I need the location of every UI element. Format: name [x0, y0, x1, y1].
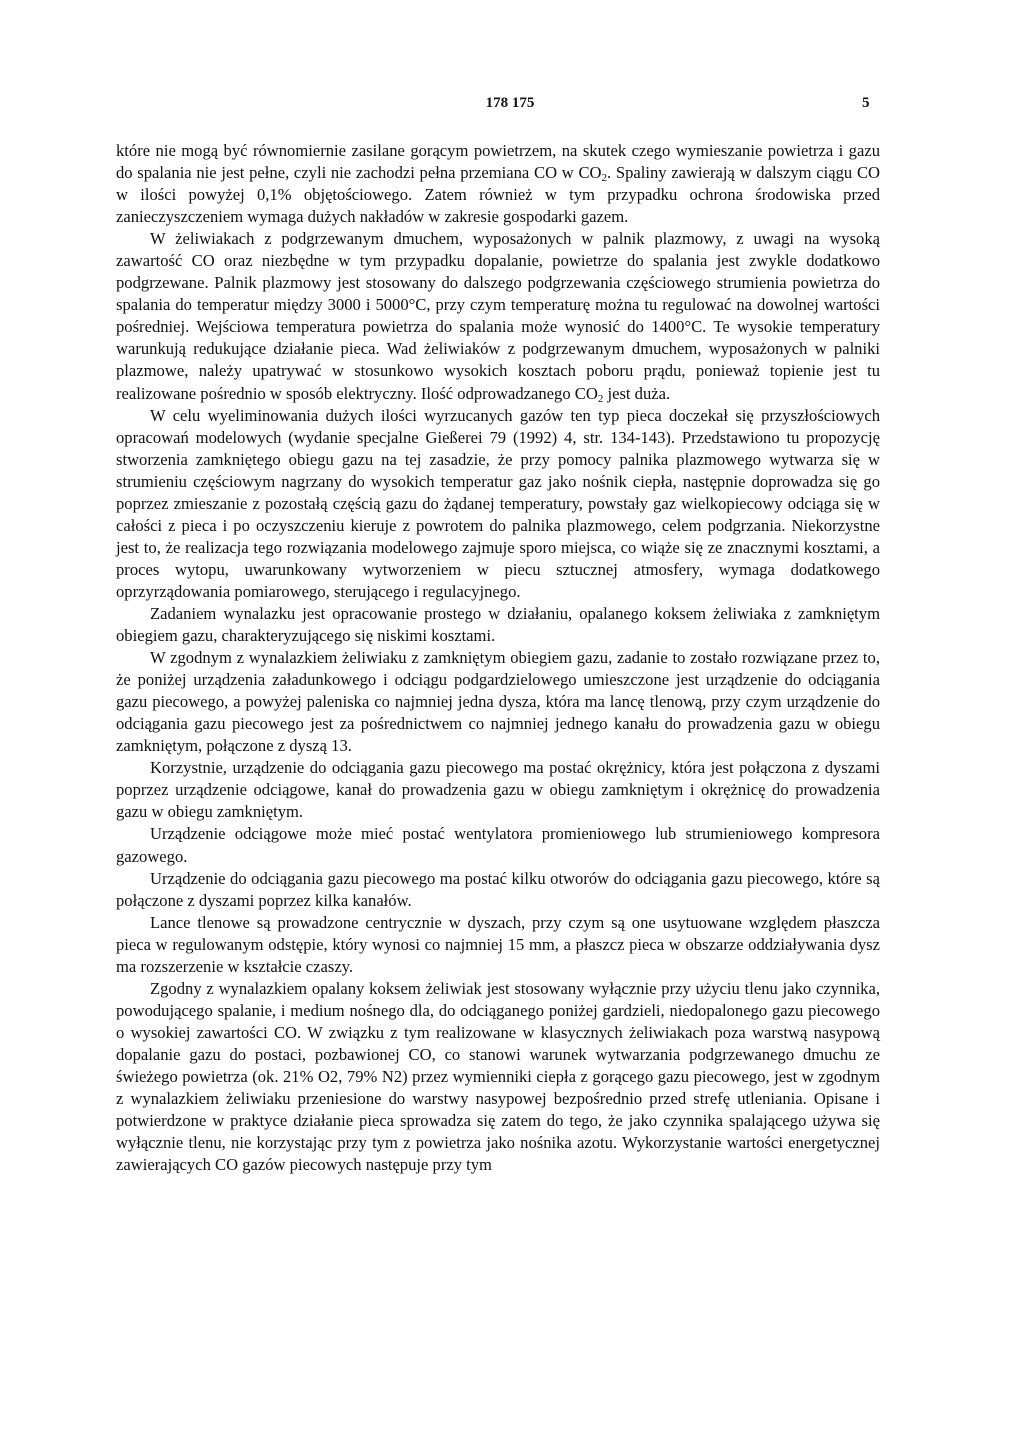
subscript: 2 [601, 172, 608, 185]
paragraph-5: W zgodnym z wynalazkiem żeliwiaku z zamkniętym obiegiem gazu, zadanie to zostało rozwiązane przez to, że poniżej urządzenia załadunkowego i odciągu podgardzielowego umieszczone jest urządzenie do odciągania gazu piecowego, a powyżej paleniska co najmniej jedna dysza, która ma lancę tlenową, przy czym urządzenie do odciągania gazu piecowego jest za pośrednictwem co najmniej jednego kanału do prowadzenia gazu w obiegu zamkniętym, połączone z dyszą 13. [116, 648, 880, 756]
paragraph-1: które nie mogą być równomiernie zasilane gorącym powietrzem, na skutek czego wymieszanie powietrza i gazu do spalania nie jest pełne, czyli nie zachodzi pełna przemiana CO w $CO_2$. Spaliny zawierają w dalszym ciągu CO w ilości powyżej 0,1% objętościowego. Zatem również w tym przypadku ochrona środowiska przed zanieczyszczeniem wymaga dużych nakładów w zakresie gospodarki gazem. [116, 141, 880, 227]
paragraph-8: Urządzenie do odciągania gazu piecowego ma postać kilku otworów do odciągania gazu piecowego, które są połączone z dyszami poprzez kilka kanałów. [116, 868, 880, 910]
paragraph-10: Zgodny z wynalazkiem opalany koksem żeliwiak jest stosowany wyłącznie przy użyciu tlenu jako czynnika, powodującego spalanie, i medium nośnego dla, do odciąganego poniżej gardzieli, niedopalonego gazu piecowego o wysokiej zawartości CO. W związku z tym realizowane w klasycznych żeliwiakach poza warstwą nasypową dopalanie gazu do postaci, pozbawionej CO, co stanowi warunek wytwarzania podgrzewanego dmuchu ze świeżego powietrza (ok. 21% O2, 79% N2) przez wymienniki ciepła z gorącego gazu piecowego, jest w zgodnym z wynalazkiem żeliwiaku przeniesione do warstwy nasypowej bezpośrednio przed strefę utleniania. Opisane i potwierdzone w praktyce działanie pieca sprowadza się zatem do tego, że jako czynnika spalającego używa się wyłącznie tlenu, nie korzystając przy tym z powietrza jako nośnika azotu. Wykorzystanie wartości energetycznej zawierających CO gazów piecowych następuje przy tym [116, 978, 880, 1175]
document-number: 178 175 [485, 95, 535, 111]
paragraph-4: Zadaniem wynalazku jest opracowanie prostego w działaniu, opalanego koksem żeliwiaka z zamkniętym obiegiem gazu, charakteryzującego się niskimi kosztami. [116, 603, 880, 646]
paragraph-3: W celu wyeliminowania dużych ilości wyrzucanych gazów ten typ pieca doczekał się przyszłościowych opracowań modelowych (wydanie specjalne Gießerei 79 (1992) 4, str. 134-143). Przedstawiono tu propozycję stworzenia zamkniętego obiegu gazu na tej zasadzie, że przy pomocy palnika plazmowego wytwarza się w strumieniu częściowym nagrzany do wysokich temperatur gaz jako nośnik ciepła, następnie doprowadza się go poprzez zmieszanie z pozostałą częścią gazu do żądanej temperatury, powstały gaz wielkopiecowy odciąga się w całości z pieca i po oczyszczeniu kieruje z powrotem do palnika plazmowego, celem podgrzania. Niekorzystne jest to, że realizacja tego rozwiązania modelowego zajmuje sporo miejsca, co wiąże się ze znacznymi kosztami, a proces wytopu, uwarunkowany wytworzeniem w piecu sztucznej atmosfery, wymaga dodatkowego oprzyrządowania pomiarowego, sterującego i regulacyjnego. [116, 405, 880, 601]
paragraph-6: Korzystnie, urządzenie do odciągania gazu piecowego ma postać okrężnicy, która jest połączona z dyszami poprzez urządzenie odciągowe, kanał do prowadzenia gazu w obiegu zamkniętym i okrężnicę do prowadzenia gazu w obiegu zamkniętym. [116, 758, 880, 822]
page-number: 5 [862, 95, 870, 111]
body-text [116, 140, 880, 1176]
subscript: 2 [597, 392, 604, 405]
page-header [0, 95, 1024, 119]
paragraph-7: Urządzenie odciągowe może mieć postać wentylatora promieniowego lub strumieniowego kompresora gazowego. [116, 824, 880, 866]
paragraph-9: Lance tlenowe są prowadzone centrycznie w dyszach, przy czym są one usytuowane względem płaszcza pieca w regulowanym odstępie, który wynosi co najmniej 15 mm, a płaszcz pieca w obszarze oddziaływania dysz ma rozszerzenie w kształcie czaszy. [116, 912, 880, 976]
paragraph-2: W żeliwiakach z podgrzewanym dmuchem, wyposażonych w palnik plazmowy, z uwagi na wysoką zawartość CO oraz niezbędne w tym przypadku dopalanie, powietrze do spalania jest zwykle dodatkowo podgrzewane. Palnik plazmowy jest stosowany do dalszego podgrzewania częściowego strumienia powietrza do spalania do temperatur między 3000 i 5000°C, przy czym temperaturę można tu regulować na dowolnej wartości pośredniej. Wejściowa temperatura powietrza do spalania może wynosić do 1400°C. Te wysokie temperatury warunkują redukujące działanie pieca. Wad żeliwiaków z podgrzewanym dmuchem, wyposażonych w palniki plazmowe, należy upatrywać w stosunkowo wysokich kosztach poboru prądu, ponieważ topienie jest tu realizowane pośrednio w sposób elektryczny. Ilość odprowadzanego $CO_2$ jest duża. [116, 229, 880, 405]
